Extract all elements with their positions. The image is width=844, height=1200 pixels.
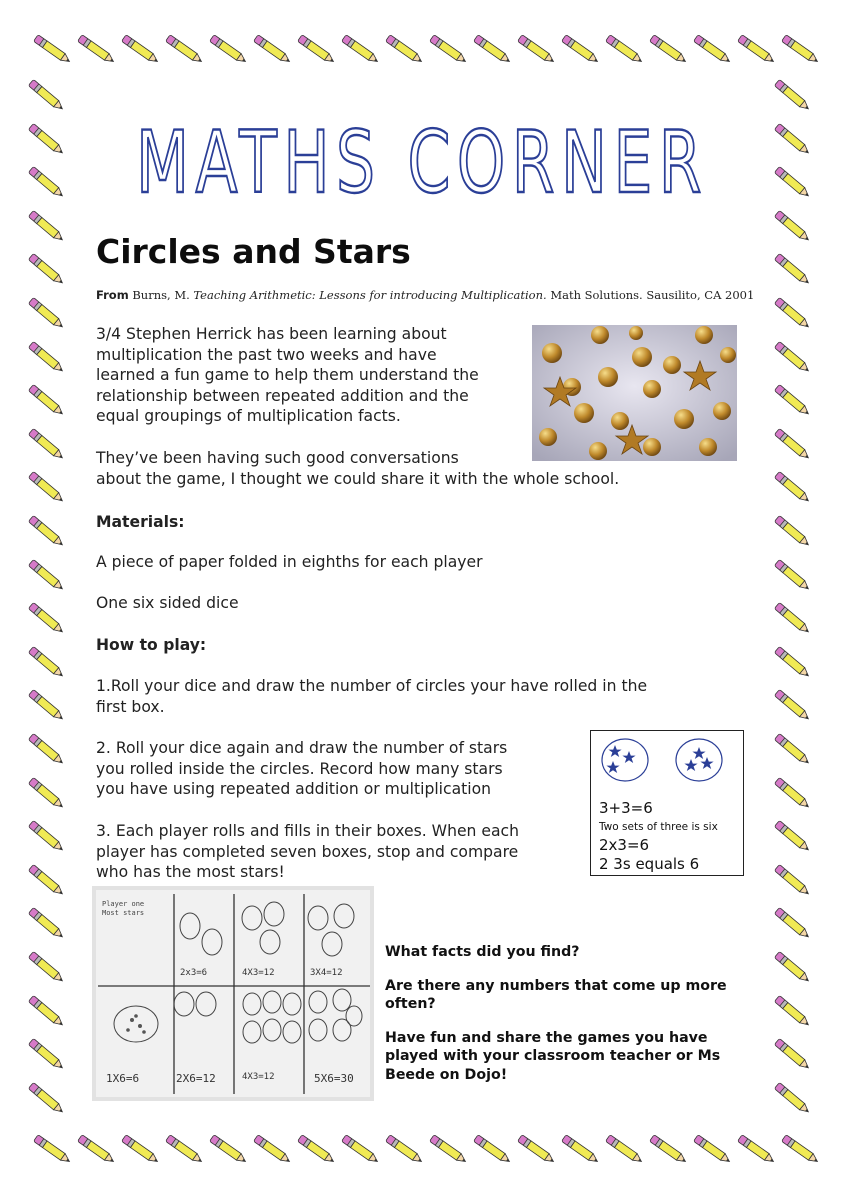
example-circles	[597, 735, 737, 787]
pencil-icon	[72, 1129, 121, 1172]
worksheet-label: 1X6=6	[106, 1072, 140, 1085]
pencil-icon	[769, 74, 817, 119]
pencil-icon	[23, 684, 71, 729]
question: Are there any numbers that come up more often?	[385, 977, 727, 1012]
example-words: Two sets of three is six	[599, 821, 718, 833]
step-line: you have using repeated addition or multiplication	[96, 780, 492, 799]
star-icon	[684, 759, 697, 771]
pencil-icon	[556, 29, 605, 72]
pencil-icon	[23, 946, 71, 991]
pencil-icon	[160, 29, 209, 72]
pencil-icon	[769, 248, 817, 293]
pencil-icon	[769, 597, 817, 642]
pencil-icon	[292, 29, 341, 72]
pencil-icon	[23, 117, 71, 162]
step-line: who has the most stars!	[96, 863, 285, 882]
pencil-icon	[28, 29, 77, 72]
pencil-icon	[23, 902, 71, 947]
page-heading: Circles and Stars	[96, 232, 411, 271]
pencil-icon	[769, 335, 817, 380]
pencil-icon	[769, 292, 817, 337]
pencil-icon	[23, 1033, 71, 1078]
banner-title	[130, 112, 714, 202]
banner-title-text: MATHS CORNER	[136, 113, 708, 202]
pencil-icon	[116, 29, 165, 72]
pencil-icon	[769, 815, 817, 860]
pencil-icon	[769, 161, 817, 206]
pencil-icon	[160, 1129, 209, 1172]
materials-item: One six sided dice	[96, 594, 239, 612]
pencil-icon	[468, 1129, 517, 1172]
pencil-icon	[23, 74, 71, 119]
pencil-icon	[732, 1129, 781, 1172]
pencil-icon	[23, 640, 71, 685]
pencil-icon	[776, 1129, 825, 1172]
pencil-icon	[380, 1129, 429, 1172]
worksheet-label: 4X3=12	[242, 968, 275, 978]
star-icon	[606, 761, 619, 773]
pencil-icon	[769, 989, 817, 1034]
step-line: first box.	[96, 697, 165, 716]
conversation-paragraph	[96, 448, 716, 489]
pencil-icon	[292, 1129, 341, 1172]
pencil-icon	[23, 161, 71, 206]
pencil-icon	[769, 1033, 817, 1078]
pencil-icon	[512, 29, 561, 72]
worksheet-label: 2X6=12	[176, 1072, 216, 1085]
pencil-icon	[23, 597, 71, 642]
pencil-icon	[424, 1129, 473, 1172]
pencil-icon	[769, 466, 817, 511]
conversation-line: about the game, I thought we could share it with the whole school.	[96, 469, 620, 488]
pencil-icon	[23, 292, 71, 337]
conversation-line: They’ve been having such good conversations	[96, 449, 459, 467]
pencil-icon	[424, 29, 473, 72]
pencil-icon	[23, 815, 71, 860]
pencil-icon	[600, 29, 649, 72]
pencil-icon	[769, 728, 817, 773]
pencil-icon	[23, 1076, 71, 1121]
pencil-icon	[23, 989, 71, 1034]
step-2	[96, 738, 576, 800]
pencil-icon	[769, 946, 817, 991]
intro-line: multiplication the past two weeks and have	[96, 345, 437, 364]
pencil-icon	[688, 29, 737, 72]
star-icon	[622, 751, 635, 763]
pencil-icon	[769, 858, 817, 903]
questions-section	[385, 943, 755, 1099]
pencil-icon	[644, 1129, 693, 1172]
pencil-icon	[28, 1129, 77, 1172]
example-multiplication: 2x3=6	[599, 836, 650, 854]
pencil-icon	[23, 379, 71, 424]
pencil-icon	[23, 771, 71, 816]
how-to-heading: How to play:	[96, 636, 207, 654]
step-line: 2. Roll your dice again and draw the number of stars	[96, 739, 508, 757]
source-citation	[96, 288, 754, 302]
pencil-icon	[23, 466, 71, 511]
star-icon	[692, 747, 705, 759]
worksheet-label: 4X3=12	[242, 1072, 275, 1082]
intro-line: learned a fun game to help them understand the	[96, 366, 479, 385]
materials-item: A piece of paper folded in eighths for each player	[96, 553, 483, 571]
pencil-icon	[23, 335, 71, 380]
pencil-icon	[23, 858, 71, 903]
source-author: Burns, M.	[132, 288, 190, 302]
intro-paragraph	[96, 324, 526, 427]
pencil-icon	[336, 1129, 385, 1172]
pencil-icon	[116, 1129, 165, 1172]
pencil-icon	[769, 1076, 817, 1121]
pencil-icon	[769, 117, 817, 162]
pencil-icon	[204, 1129, 253, 1172]
step-1	[96, 676, 736, 717]
pencil-icon	[23, 248, 71, 293]
pencil-icon	[468, 29, 517, 72]
pencil-icon	[769, 640, 817, 685]
pencil-icon	[248, 1129, 297, 1172]
pencil-icon	[600, 1129, 649, 1172]
pencil-icon	[23, 553, 71, 598]
star-icon	[608, 745, 621, 757]
pencil-icon	[380, 29, 429, 72]
pencil-icon	[776, 29, 825, 72]
worksheet-label: 2x3=6	[180, 968, 208, 978]
pencil-icon	[644, 29, 693, 72]
step-line: 3. Each player rolls and fills in their boxes. When each	[96, 822, 519, 840]
intro-line: 3/4 Stephen Herrick has been learning about	[96, 325, 447, 343]
pencil-icon	[23, 510, 71, 555]
pencil-icon	[248, 29, 297, 72]
worksheet-label: 5X6=30	[314, 1072, 354, 1085]
worksheet-photo	[92, 886, 374, 1101]
materials-heading: Materials:	[96, 513, 185, 531]
pencil-icon	[769, 379, 817, 424]
pencil-icon	[769, 684, 817, 729]
example-addition: 3+3=6	[599, 799, 653, 817]
intro-line: relationship between repeated addition and the	[96, 386, 469, 405]
pencil-icon	[769, 902, 817, 947]
pencil-icon	[769, 422, 817, 467]
pencil-icon	[23, 728, 71, 773]
step-3	[96, 821, 586, 883]
pencil-icon	[23, 204, 71, 249]
circles-stars-photo	[532, 325, 737, 461]
pencil-icon	[512, 1129, 561, 1172]
step-line: player has completed seven boxes, stop and compare	[96, 842, 519, 861]
worksheet-note: Most stars	[102, 909, 145, 917]
pencil-icon	[769, 553, 817, 598]
source-publisher: Math Solutions. Sausilito, CA 2001	[550, 288, 755, 302]
pencil-icon	[688, 1129, 737, 1172]
star-icon	[700, 757, 713, 769]
question: What facts did you find?	[385, 944, 580, 960]
worksheet-note: Player one	[102, 900, 145, 908]
intro-line: equal groupings of multiplication facts.	[96, 407, 401, 426]
circle-group	[602, 739, 648, 781]
pencil-icon	[336, 29, 385, 72]
example-box	[590, 730, 744, 876]
example-groups: 2 3s equals 6	[599, 855, 700, 873]
worksheet-label: 3X4=12	[310, 968, 343, 978]
worksheet-notes	[102, 900, 144, 918]
pencil-icon	[204, 29, 253, 72]
pencil-icon	[732, 29, 781, 72]
step-line: 1.Roll your dice and draw the number of circles your have rolled in the	[96, 677, 648, 695]
question: Have fun and share the games you have played with your classroom teacher or Ms Beede on Dojo!	[385, 1029, 721, 1083]
pencil-icon	[769, 771, 817, 816]
step-line: you rolled inside the circles. Record how many stars	[96, 759, 503, 778]
pencil-icon	[556, 1129, 605, 1172]
source-book: Teaching Arithmetic: Lessons for introducing Multiplication.	[193, 288, 547, 302]
circle-group	[676, 739, 722, 781]
pencil-icon	[769, 204, 817, 249]
pencil-icon	[769, 510, 817, 555]
pencil-icon	[23, 422, 71, 467]
source-prefix: From	[96, 288, 129, 302]
pencil-icon	[72, 29, 121, 72]
